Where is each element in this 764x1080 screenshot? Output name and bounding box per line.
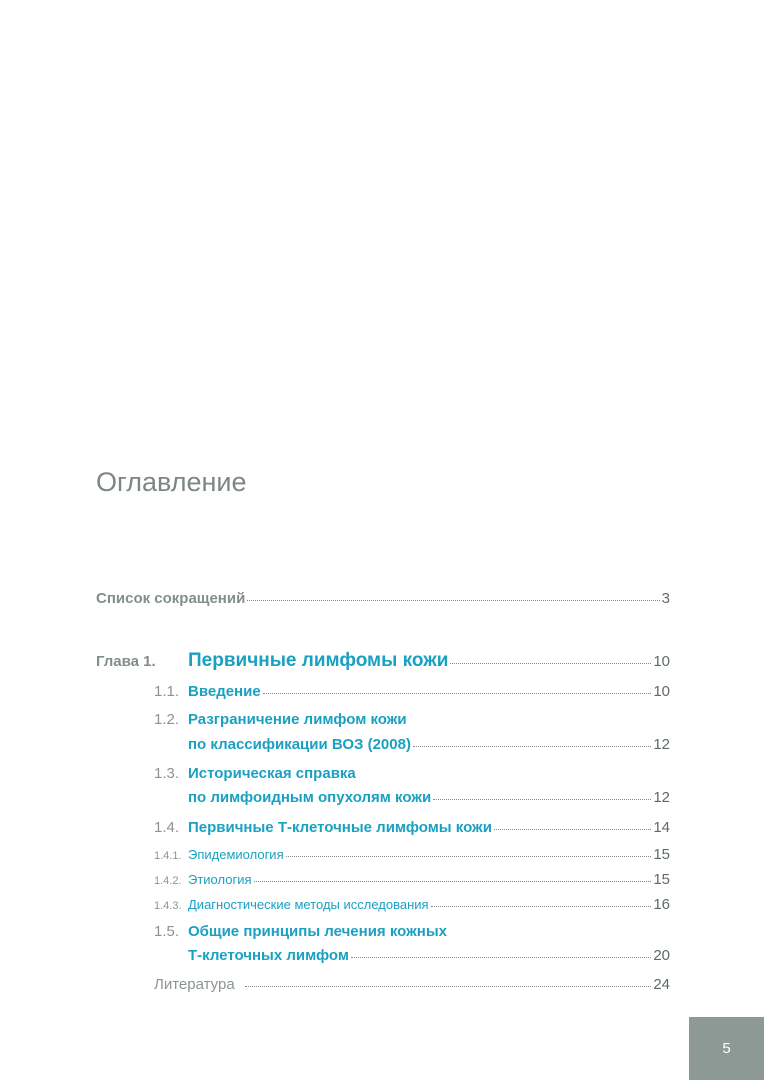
toc-entry-label: Эпидемиология xyxy=(188,847,284,862)
toc-entry-1-5-cont[interactable] xyxy=(188,947,670,964)
dot-leader xyxy=(433,799,651,800)
toc-entry-page: 12 xyxy=(653,789,670,806)
toc-entry-label-line1: Разграничение лимфом кожи xyxy=(188,711,407,728)
toc-entry-1-4-3[interactable] xyxy=(154,896,670,913)
toc-entry-1-4-1[interactable] xyxy=(154,846,670,863)
toc-entry-chapter-1[interactable] xyxy=(96,650,670,672)
toc-entry-page: 15 xyxy=(653,846,670,863)
toc-entry-label: Список сокращений xyxy=(96,590,246,607)
toc-entry-1-4[interactable] xyxy=(154,819,670,836)
dot-leader xyxy=(247,600,659,601)
toc-entry-page: 15 xyxy=(653,871,670,888)
toc-entry-literature[interactable] xyxy=(154,976,670,993)
section-number: 1.4. xyxy=(154,819,180,836)
page-number-badge xyxy=(689,1017,764,1080)
toc-entry-page: 16 xyxy=(653,896,670,913)
toc-entry-1-1[interactable] xyxy=(154,683,670,700)
dot-leader xyxy=(494,829,651,830)
dot-leader xyxy=(450,663,651,664)
toc-entry-page: 24 xyxy=(653,976,670,993)
toc-entry-label-line2: Т-клеточных лимфом xyxy=(188,947,349,964)
dot-leader xyxy=(413,746,651,747)
toc-entry-page: 3 xyxy=(661,590,670,607)
toc-entry-label-line1: Историческая справка xyxy=(188,765,356,782)
toc-entry-1-3-cont[interactable] xyxy=(188,789,670,806)
section-number: 1.3. xyxy=(154,765,180,782)
toc-entry-page: 10 xyxy=(653,653,670,670)
dot-leader xyxy=(351,957,651,958)
toc-entry-page: 12 xyxy=(653,736,670,753)
page-number: 5 xyxy=(722,1040,731,1057)
toc-entry-label: Этиология xyxy=(188,872,252,887)
toc-entry-page: 20 xyxy=(653,947,670,964)
toc-entry-1-2[interactable] xyxy=(154,711,670,728)
toc-entry-page: 10 xyxy=(653,683,670,700)
toc-entry-label-line1: Общие принципы лечения кожных xyxy=(188,923,447,940)
toc-entry-1-5[interactable] xyxy=(154,923,670,940)
dot-leader xyxy=(286,856,652,857)
section-number: 1.4.2. xyxy=(154,875,182,887)
dot-leader xyxy=(245,986,652,987)
toc-entry-label: Первичные лимфомы кожи xyxy=(188,650,449,671)
toc-entry-1-2-cont[interactable] xyxy=(188,736,670,753)
toc-entry-label-line2: по лимфоидным опухолям кожи xyxy=(188,789,432,806)
section-number: 1.5. xyxy=(154,923,180,940)
toc-entry-1-4-2[interactable] xyxy=(154,871,670,888)
toc-entry-label: Введение xyxy=(188,683,261,700)
chapter-prefix: Глава 1. xyxy=(96,653,156,670)
toc-entry-label: Литература xyxy=(154,976,235,993)
toc-entry-label-line2: по классификации ВОЗ (2008) xyxy=(188,736,411,753)
section-number: 1.2. xyxy=(154,711,180,728)
section-number: 1.4.3. xyxy=(154,900,182,912)
toc-entry-label: Диагностические методы исследования xyxy=(188,897,429,912)
section-number: 1.1. xyxy=(154,683,180,700)
toc-entry-page: 14 xyxy=(653,819,670,836)
toc-entry-1-3[interactable] xyxy=(154,765,670,782)
toc-entry-label: Первичные Т-клеточные лимфомы кожи xyxy=(188,819,492,836)
dot-leader xyxy=(254,881,652,882)
dot-leader xyxy=(431,906,652,907)
section-number: 1.4.1. xyxy=(154,850,182,862)
dot-leader xyxy=(263,693,652,694)
toc-title: Оглавление xyxy=(96,467,247,497)
toc-entry-abbreviations[interactable] xyxy=(96,590,670,607)
